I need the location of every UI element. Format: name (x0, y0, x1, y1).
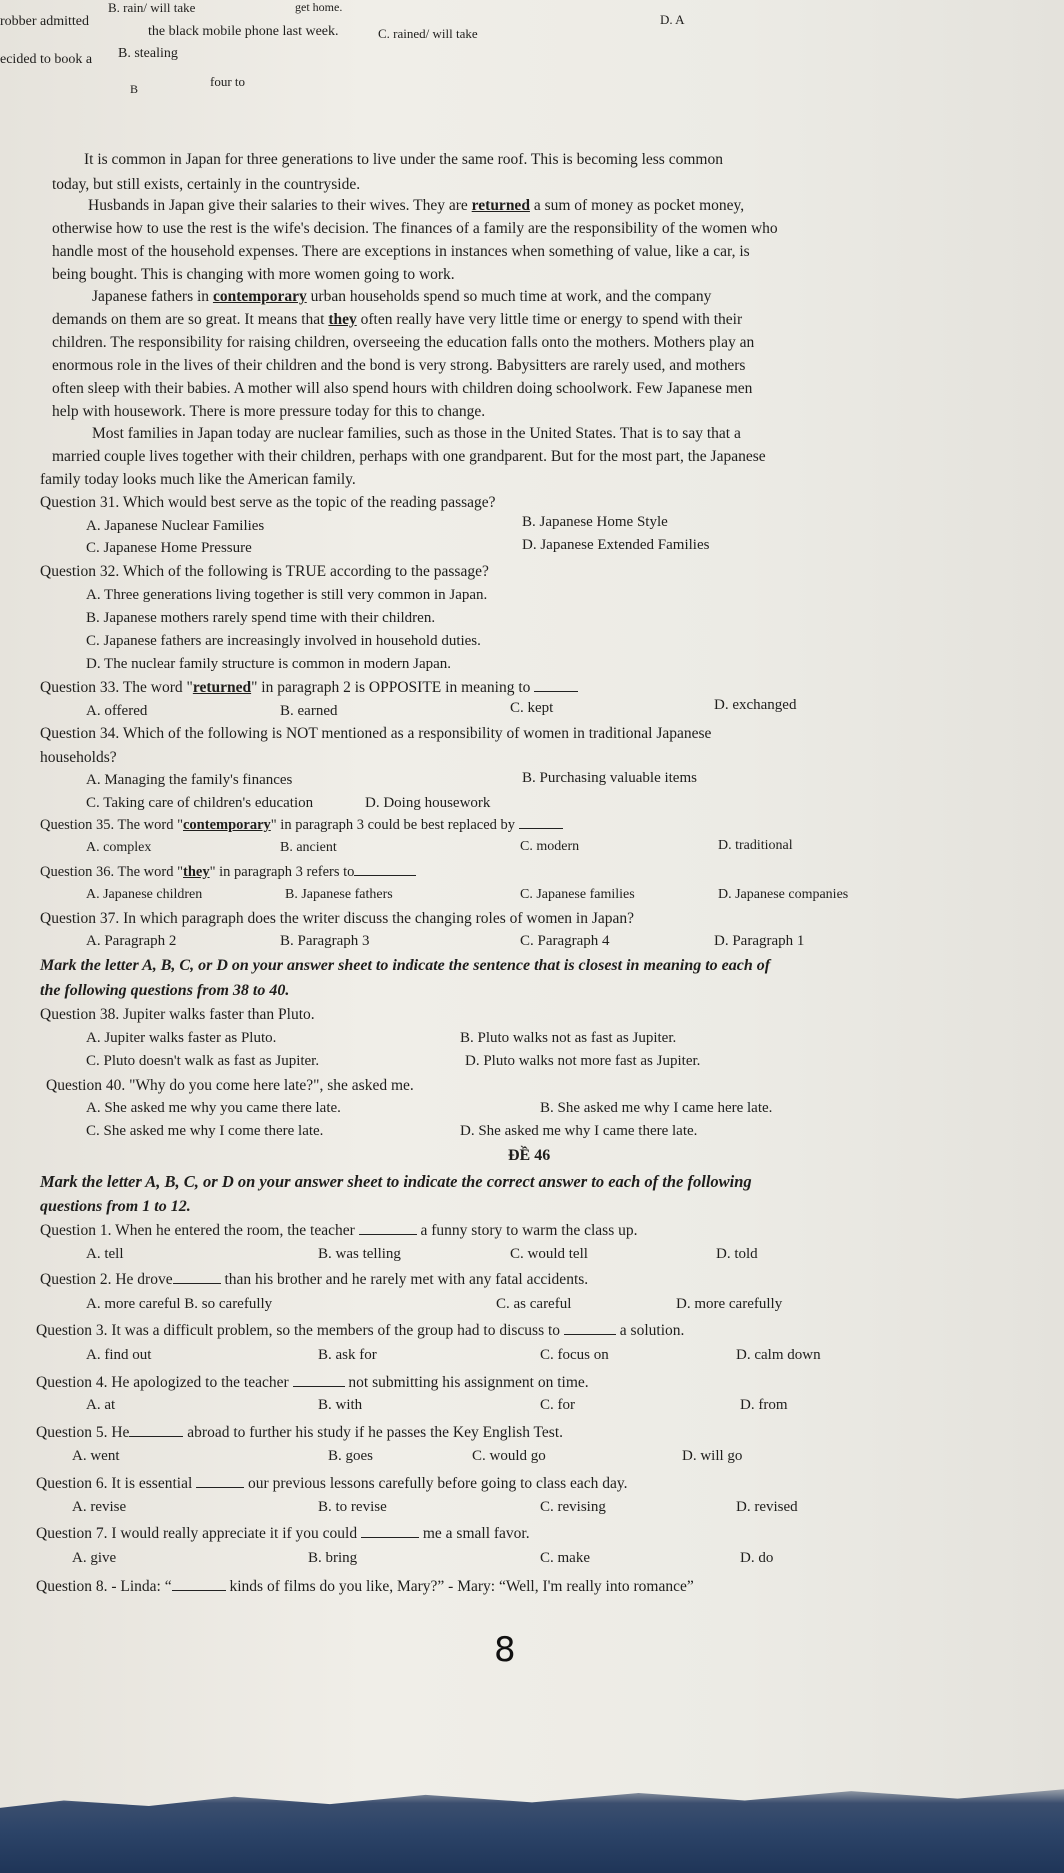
answer-option[interactable]: C. focus on (540, 1347, 609, 1363)
question-stem: Question 33. The word "returned" in paragraph 2 is OPPOSITE in meaning to (40, 679, 578, 697)
exam-heading: ĐỀ 46 (508, 1147, 551, 1164)
answer-option[interactable]: D. calm down (736, 1347, 821, 1363)
fragment-text: four to (210, 74, 246, 89)
answer-option[interactable]: A. tell (86, 1246, 124, 1262)
answer-option[interactable]: D. She asked me why I came there late. (460, 1123, 698, 1139)
question-stem: Question 3. It was a difficult problem, so the members of the group had to discuss to a solution. (36, 1322, 685, 1339)
fragment-text: the black mobile phone last week. (148, 24, 339, 39)
passage-line: handle most of the household expenses. There are exceptions in instances when something of value, like a car, is (52, 243, 750, 260)
question-stem: Question 37. In which paragraph does the writer discuss the changing roles of women in Japan? (40, 910, 635, 927)
answer-option[interactable]: D. from (740, 1397, 788, 1413)
passage-line: married couple lives together with their children, perhaps with one grandparent. But for the most part, the Japanese (52, 448, 766, 465)
fragment-text: ecided to book a (0, 52, 93, 67)
answer-option[interactable]: B. Japanese fathers (285, 887, 393, 902)
passage-line: demands on them are so great. It means that they often really have very little time or energy to spend with their (52, 311, 743, 328)
answer-option[interactable]: C. She asked me why I come there late. (86, 1123, 324, 1139)
answer-option[interactable]: B. ancient (280, 840, 337, 855)
answer-option[interactable]: A. give (72, 1550, 117, 1566)
section-instruction: Mark the letter A, B, C, or D on your answer sheet to indicate the correct answer to each of the following (40, 1172, 752, 1191)
answer-option[interactable]: C. Pluto doesn't walk as fast as Jupiter. (86, 1053, 320, 1069)
question-stem: Question 31. Which would best serve as the topic of the reading passage? (40, 494, 496, 511)
answer-option[interactable]: D. Paragraph 1 (714, 933, 805, 949)
fragment-text: get home. (295, 0, 343, 14)
answer-option[interactable]: A. She asked me why you came there late. (86, 1100, 341, 1116)
answer-option[interactable]: B. Paragraph 3 (280, 933, 370, 949)
passage-line: being bought. This is changing with more women going to work. (52, 266, 455, 283)
passage-line: often sleep with their babies. A mother will also spend hours with children doing schoolwork. Few Japanese men (52, 380, 753, 397)
question-stem: Question 34. Which of the following is NOT mentioned as a responsibility of women in traditional Japanese (40, 725, 712, 742)
answer-option[interactable]: A. complex (86, 840, 152, 855)
handwritten-page-number: 8 (494, 1630, 516, 1670)
answer-option[interactable]: D. Japanese companies (718, 887, 849, 902)
answer-option[interactable]: C. Paragraph 4 (520, 933, 610, 949)
section-instruction: Mark the letter A, B, C, or D on your answer sheet to indicate the sentence that is closest in meaning to each of (40, 957, 771, 974)
answer-option[interactable]: B. Purchasing valuable items (522, 770, 697, 786)
question-stem: Question 7. I would really appreciate it if you could me a small favor. (36, 1525, 530, 1542)
answer-option[interactable]: C. would go (472, 1448, 546, 1464)
answer-option[interactable]: A. Japanese Nuclear Families (86, 518, 265, 534)
passage-line: It is common in Japan for three generations to live under the same roof. This is becoming less common (84, 151, 723, 168)
passage-line: today, but still exists, certainly in the countryside. (52, 176, 361, 193)
answer-option[interactable]: B. Pluto walks not as fast as Jupiter. (460, 1030, 677, 1046)
question-stem: Question 32. Which of the following is TRUE according to the passage? (40, 563, 489, 580)
question-stem: Question 4. He apologized to the teacher not submitting his assignment on time. (36, 1374, 589, 1391)
fragment-text: robber admitted (0, 14, 90, 29)
answer-option[interactable]: D. Doing housework (365, 795, 491, 811)
answer-option[interactable]: A. at (86, 1397, 116, 1413)
question-stem: households? (40, 749, 117, 766)
answer-option[interactable]: C. Japanese fathers are increasingly involved in household duties. (86, 633, 481, 649)
answer-option[interactable]: A. offered (86, 703, 148, 719)
question-stem: Question 2. He drove than his brother and he rarely met with any fatal accidents. (40, 1271, 589, 1288)
passage-line: Japanese fathers in contemporary urban households spend so much time at work, and the company (92, 288, 712, 305)
answer-option[interactable]: C. make (540, 1550, 590, 1566)
torn-edge-background (0, 1780, 1064, 1873)
answer-option[interactable]: C. kept (510, 700, 554, 716)
passage-line: Husbands in Japan give their salaries to their wives. They are returned a sum of money as pocket money, (88, 197, 745, 214)
answer-option[interactable]: A. more careful B. so carefully (86, 1296, 273, 1312)
answer-option[interactable]: C. Japanese Home Pressure (86, 540, 252, 556)
answer-option[interactable]: D. Pluto walks not more fast as Jupiter. (465, 1053, 701, 1069)
answer-option[interactable]: A. Managing the family's finances (86, 772, 293, 788)
question-stem: Question 35. The word "contemporary" in paragraph 3 could be best replaced by (40, 817, 563, 834)
answer-option[interactable]: B. goes (328, 1448, 373, 1464)
section-instruction: the following questions from 38 to 40. (40, 982, 290, 999)
passage-line: otherwise how to use the rest is the wife's decision. The finances of a family are the responsibility of the women who (52, 220, 778, 237)
fragment-option: C. rained/ will take (378, 26, 478, 41)
answer-option[interactable]: A. went (72, 1448, 120, 1464)
answer-option[interactable]: D. will go (682, 1448, 743, 1464)
answer-option[interactable]: D. exchanged (714, 697, 797, 713)
question-stem: Question 36. The word "they" in paragraph 3 refers to (40, 864, 416, 881)
passage-line: Most families in Japan today are nuclear families, such as those in the United States. That is to say that a (92, 425, 741, 442)
answer-option[interactable]: B. ask for (318, 1347, 377, 1363)
answer-option[interactable]: A. Jupiter walks faster as Pluto. (86, 1030, 277, 1046)
answer-option[interactable]: B. earned (280, 703, 338, 719)
answer-option[interactable]: C. would tell (510, 1246, 588, 1262)
answer-option[interactable]: A. Japanese children (86, 887, 203, 902)
passage-line: children. The responsibility for raising children, overseeing the education falls onto the mothers. Mothers play an (52, 334, 755, 351)
answer-option[interactable]: C. modern (520, 839, 580, 854)
answer-option[interactable]: C. Japanese families (520, 887, 635, 902)
passage-line: help with housework. There is more pressure today for this to change. (52, 403, 486, 420)
passage-line: enormous role in the lives of their children and the bond is very strong. Babysitters are rarely used, and mothers (52, 357, 746, 374)
answer-option[interactable]: B. Japanese Home Style (522, 514, 668, 530)
question-stem: Question 8. - Linda: “ kinds of films do you like, Mary?” - Mary: “Well, I'm really into romance” (36, 1578, 694, 1595)
passage-line: family today looks much like the American family. (40, 471, 356, 488)
answer-option[interactable]: C. for (540, 1397, 575, 1413)
fragment-option: D. A (660, 12, 685, 27)
question-stem: Question 38. Jupiter walks faster than Pluto. (40, 1006, 315, 1023)
question-stem: Question 6. It is essential our previous lessons carefully before going to class each day. (36, 1475, 628, 1492)
answer-option[interactable]: B. She asked me why I came here late. (540, 1100, 773, 1116)
answer-option[interactable]: D. Japanese Extended Families (522, 537, 710, 553)
answer-option[interactable]: D. told (716, 1246, 758, 1262)
answer-option[interactable]: D. more carefully (676, 1296, 783, 1312)
answer-option[interactable]: A. Paragraph 2 (86, 933, 177, 949)
answer-option[interactable]: D. The nuclear family structure is common in modern Japan. (86, 656, 452, 672)
answer-option[interactable]: D. traditional (718, 838, 793, 853)
section-instruction: questions from 1 to 12. (40, 1198, 191, 1215)
answer-option[interactable]: B. was telling (318, 1246, 401, 1262)
answer-option[interactable]: B. with (318, 1397, 363, 1413)
question-stem: Question 40. "Why do you come here late?", she asked me. (46, 1077, 414, 1094)
answer-option[interactable]: D. revised (736, 1499, 798, 1515)
question-stem: Question 1. When he entered the room, the teacher a funny story to warm the class up. (40, 1222, 638, 1239)
answer-option[interactable]: B. to revise (318, 1499, 387, 1515)
answer-option[interactable]: D. do (740, 1550, 774, 1566)
answer-option[interactable]: C. revising (540, 1499, 606, 1515)
answer-option[interactable]: A. revise (72, 1499, 127, 1515)
answer-option[interactable]: C. as careful (496, 1296, 572, 1312)
answer-option[interactable]: B. bring (308, 1550, 358, 1566)
fragment-option: B (130, 82, 139, 96)
answer-option[interactable]: A. Three generations living together is still very common in Japan. (86, 587, 488, 603)
question-stem: Question 5. He abroad to further his study if he passes the Key English Test. (36, 1424, 564, 1441)
answer-option[interactable]: C. Taking care of children's education (86, 795, 314, 811)
answer-option[interactable]: B. Japanese mothers rarely spend time with their children. (86, 610, 436, 626)
answer-option[interactable]: A. find out (86, 1347, 152, 1363)
fragment-option: B. stealing (118, 46, 178, 61)
fragment-option: B. rain/ will take (108, 0, 196, 15)
